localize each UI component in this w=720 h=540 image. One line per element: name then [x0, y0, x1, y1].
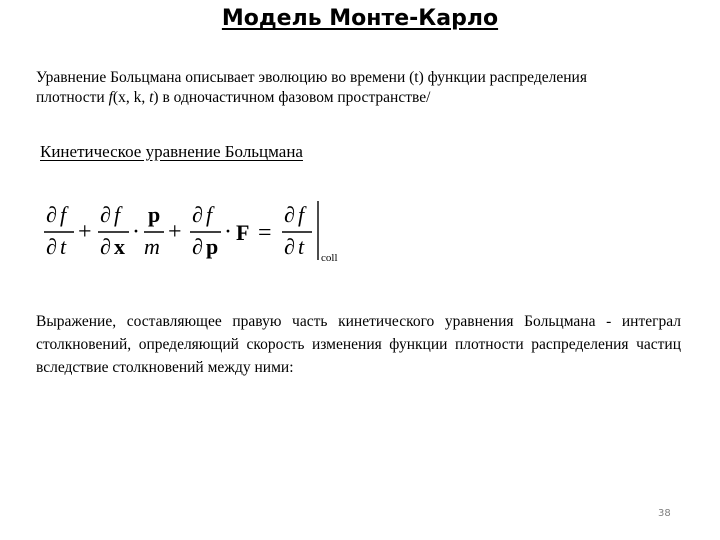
eq-t2b-num-p: p	[148, 202, 161, 227]
eq-t3-num-d: ∂	[192, 202, 203, 227]
eq-t2-num-d: ∂	[100, 202, 111, 227]
intro-t: t	[149, 89, 154, 106]
eq-rhs-num-f: f	[298, 202, 305, 227]
eq-t3-den-p: p	[206, 234, 219, 259]
intro-paragraph	[36, 68, 686, 108]
eq-dot-1: ·	[132, 219, 140, 245]
eq-t3-num-f: f	[206, 202, 213, 227]
slide-title: Модель Монте-Карло	[221, 6, 499, 31]
eq-t3-den-d: ∂	[192, 234, 203, 259]
eq-t2-den-x: x	[114, 234, 125, 259]
eq-t2b-den-m: m	[144, 234, 160, 259]
eq-rhs-den-d: ∂	[284, 234, 295, 259]
intro-line-2b: (x, k,	[112, 89, 150, 106]
eq-dot-2: ·	[224, 219, 232, 245]
eq-rhs-den-t: t	[298, 234, 305, 259]
boltzmann-equation	[38, 198, 358, 270]
eq-t2-num-f: f	[114, 202, 121, 227]
eq-t1-den-d: ∂	[46, 234, 57, 259]
intro-f: f	[108, 89, 113, 106]
eq-t1-num-f: f	[60, 202, 67, 227]
eq-equals: =	[258, 220, 272, 246]
eq-F: F	[236, 220, 250, 245]
eq-coll-subscript: coll	[321, 252, 338, 264]
eq-t2-den-d: ∂	[100, 234, 111, 259]
eq-plus-1: +	[78, 219, 92, 245]
eq-t1-den-t: t	[60, 234, 67, 259]
collision-integral-description: Выражение, составляющее правую часть кинетического уравнения Больцмана - интеграл столкновений, определяющий скорость изменения функции плотности распределения частиц вследствие столкновений между ними:	[36, 313, 681, 376]
eq-plus-2: +	[168, 219, 182, 245]
intro-line-2a: плотности	[36, 89, 109, 106]
intro-line-1: Уравнение Больцмана описывает эволюцию во времени (t) функции распределения	[36, 69, 587, 86]
intro-line-2c: ) в одночастичном фазовом пространстве/	[153, 89, 431, 106]
eq-rhs-num-d: ∂	[284, 202, 295, 227]
eq-t1-num-d: ∂	[46, 202, 57, 227]
page-number: 38	[658, 508, 671, 519]
equation-heading: Кинетическое уравнение Больцмана	[40, 142, 303, 161]
